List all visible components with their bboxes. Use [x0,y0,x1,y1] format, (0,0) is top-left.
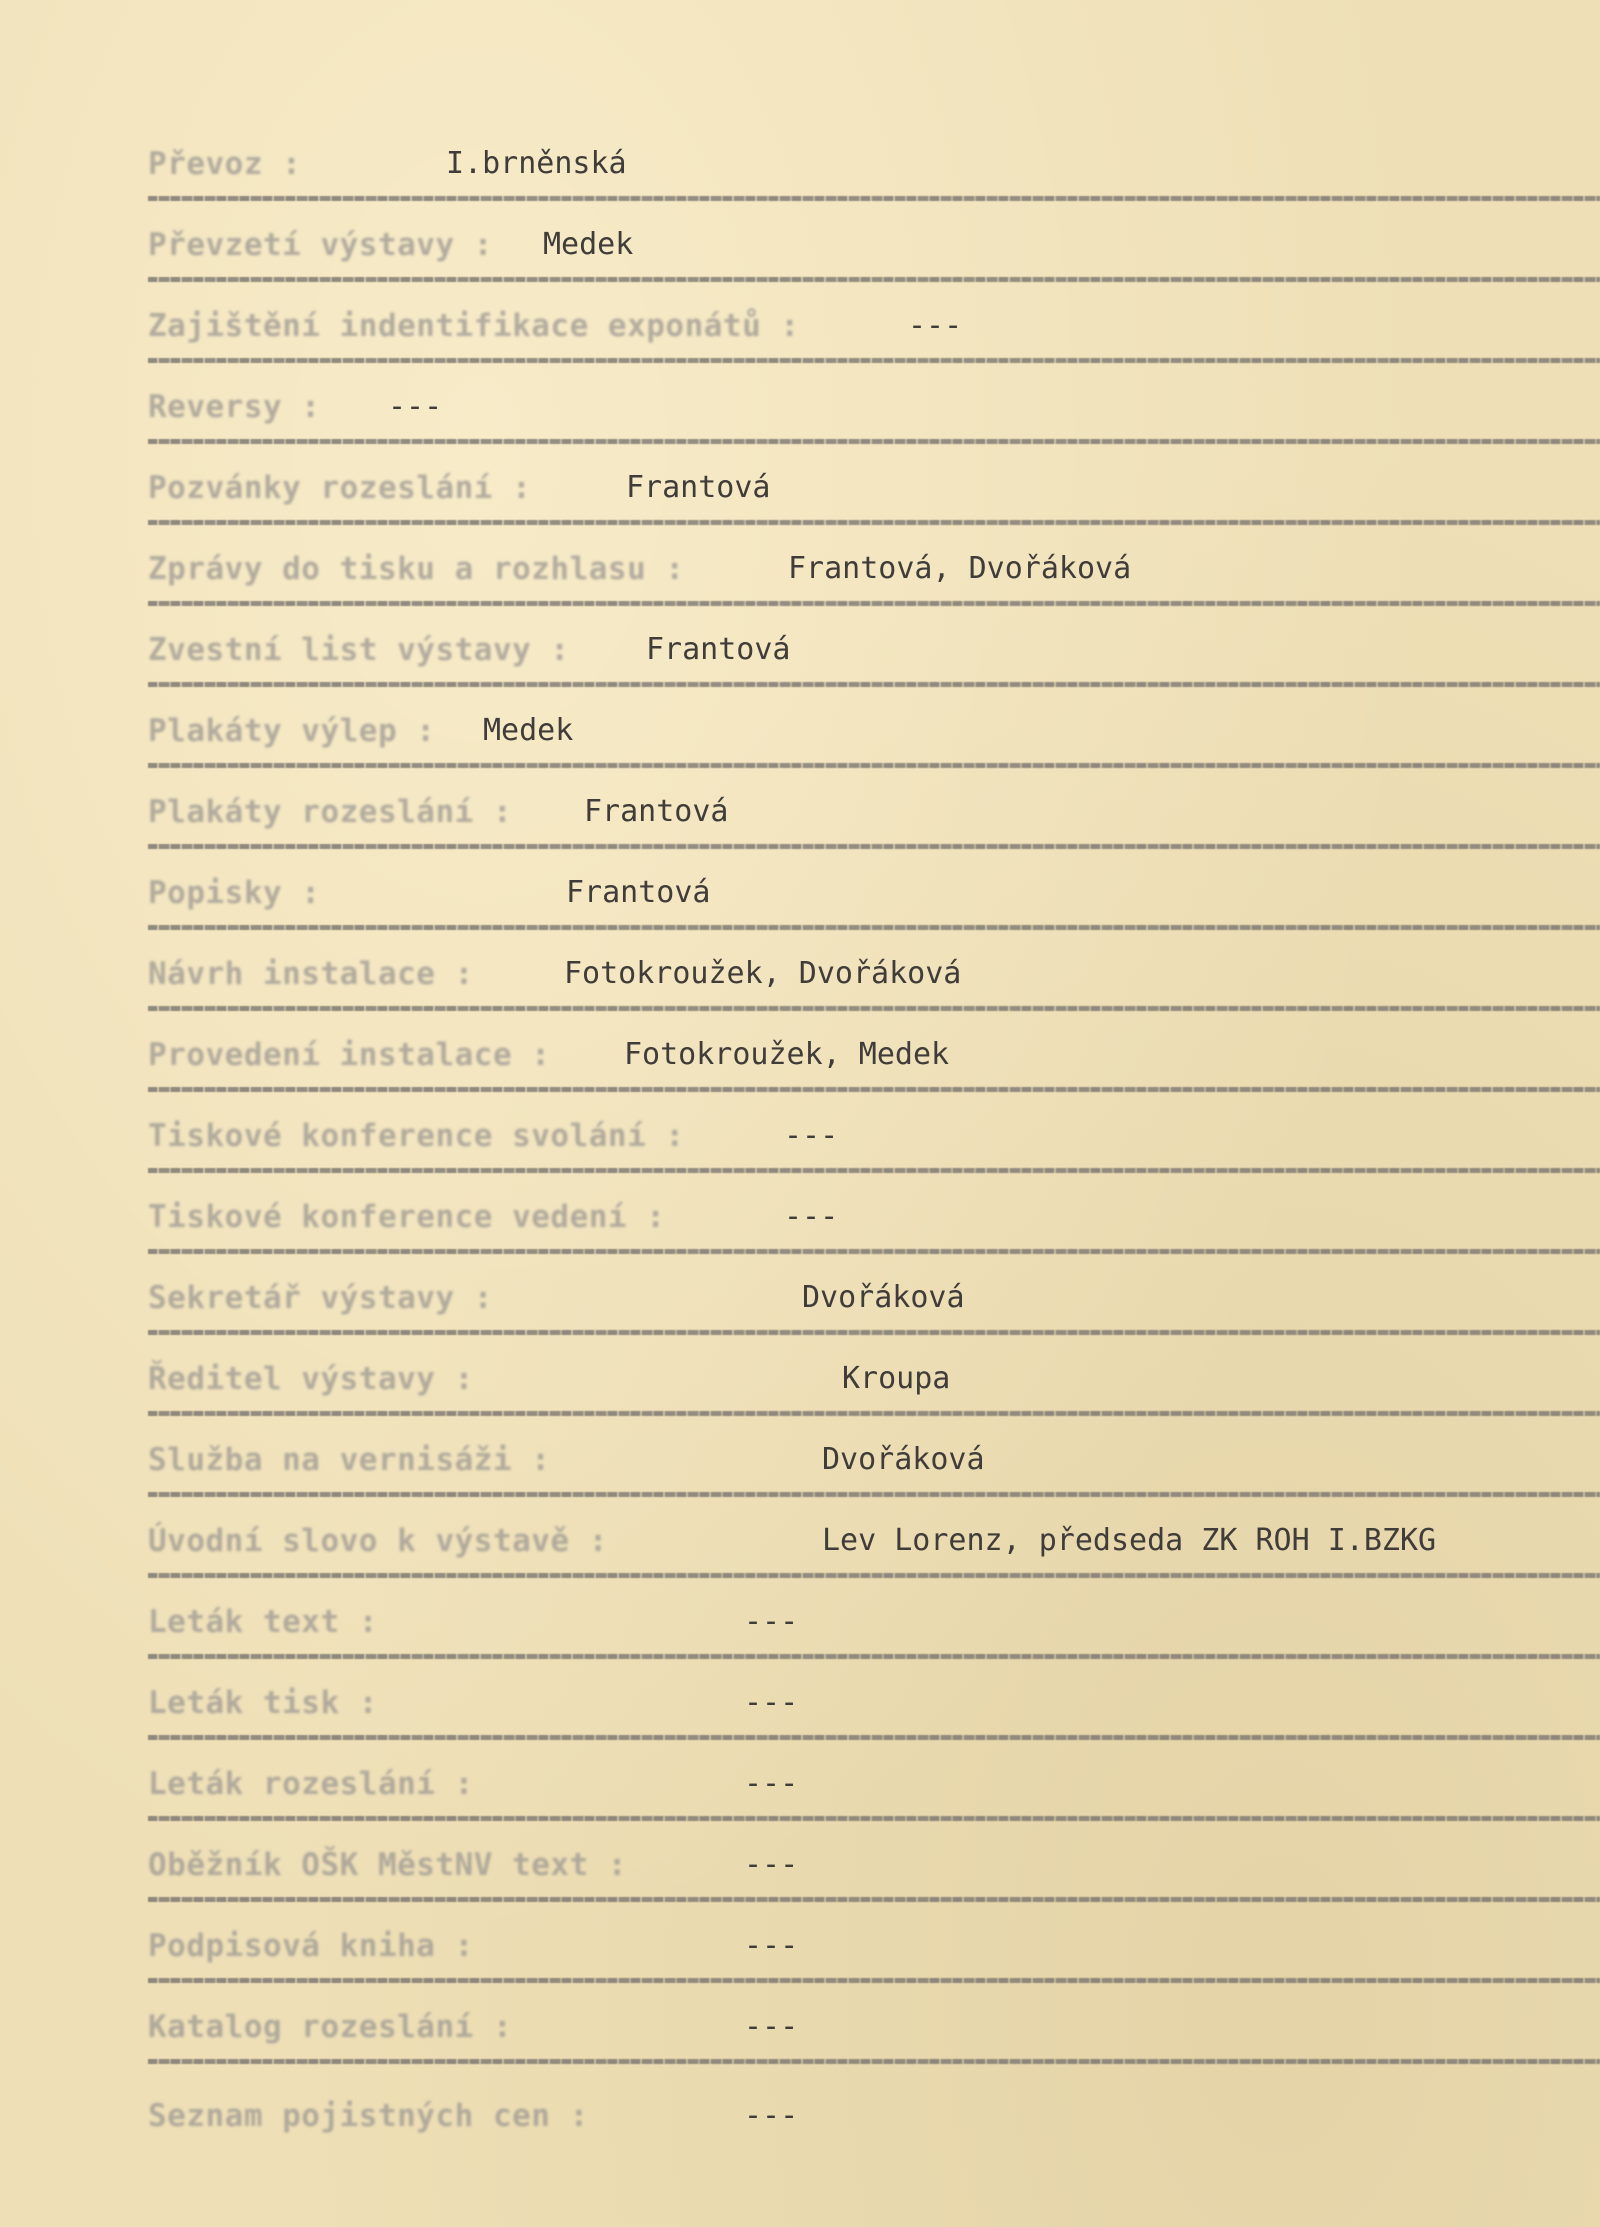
list-item [0,1197,1600,1237]
list-item [0,1602,1600,1642]
divider-line [148,925,1600,930]
list-item [0,1926,1600,1966]
divider-line [148,682,1600,687]
field-value: Medek [543,227,634,262]
divider-line [148,1492,1600,1497]
field-label: Katalog rozeslání : [148,2009,513,2045]
field-value: Medek [483,713,574,748]
field-label: Sekretář výstavy : [148,1280,493,1316]
field-value: --- [744,2098,799,2133]
field-label: Úvodní slovo k výstavě : [148,1523,608,1559]
list-item [0,873,1600,913]
divider-line [148,1978,1600,1983]
list-item [0,144,1600,184]
field-value: Frantová [646,632,791,667]
list-item [0,2007,1600,2047]
divider-line [148,763,1600,768]
list-item [0,1440,1600,1480]
list-item [0,630,1600,670]
field-value: --- [744,1928,799,1963]
field-value: --- [784,1118,839,1153]
field-value: I.brněnská [446,146,627,181]
field-label: Leták rozeslání : [148,1766,474,1802]
list-item [0,1278,1600,1318]
field-label: Seznam pojistných cen : [148,2098,589,2134]
field-value: Dvořáková [802,1280,965,1315]
field-value: Frantová [566,875,711,910]
divider-line [148,601,1600,606]
list-item [0,1359,1600,1399]
divider-line [148,277,1600,282]
field-label: Podpisová kniha : [148,1928,474,1964]
divider-line [148,1735,1600,1740]
field-value: --- [744,1604,799,1639]
divider-line [148,1816,1600,1821]
list-item [0,549,1600,589]
field-label: Leták text : [148,1604,378,1640]
field-value: --- [744,1847,799,1882]
divider-line [148,1330,1600,1335]
field-label: Leták tisk : [148,1685,378,1721]
field-value: --- [908,308,963,343]
field-value: --- [744,1685,799,1720]
field-label: Reversy : [148,389,321,425]
field-value: Fotokroužek, Medek [624,1037,950,1072]
divider-line [148,1897,1600,1902]
field-label: Oběžník OŠK MěstNV text : [148,1847,628,1883]
field-value: Kroupa [842,1361,951,1396]
field-value: Frantová [584,794,729,829]
list-item [0,387,1600,427]
list-item [0,1035,1600,1075]
field-value: --- [744,2009,799,2044]
list-item [0,954,1600,994]
divider-line [148,1411,1600,1416]
field-label: Pozvánky rozeslání : [148,470,532,506]
field-label: Zvestní list výstavy : [148,632,570,668]
field-value: --- [784,1199,839,1234]
field-label: Popisky : [148,875,321,911]
divider-line [148,844,1600,849]
list-item [0,468,1600,508]
field-value: --- [388,389,443,424]
field-label: Návrh instalace : [148,956,474,992]
field-label: Převzetí výstavy : [148,227,493,263]
divider-line [148,358,1600,363]
divider-line [148,1006,1600,1011]
list-item [0,792,1600,832]
list-item [0,1521,1600,1561]
divider-line [148,1249,1600,1254]
list-item [0,1683,1600,1723]
field-value: Frantová [626,470,771,505]
divider-line [148,1654,1600,1659]
field-label: Plakáty výlep : [148,713,436,749]
list-item [0,1116,1600,1156]
list-item [0,306,1600,346]
field-label: Zprávy do tisku a rozhlasu : [148,551,685,587]
list-item [0,2096,1600,2136]
field-label: Ředitel výstavy : [148,1361,474,1397]
field-value: Frantová, Dvořáková [788,551,1132,586]
field-label: Převoz : [148,146,302,182]
divider-line [148,2059,1600,2064]
field-label: Provedení instalace : [148,1037,551,1073]
field-value: Fotokroužek, Dvořáková [564,956,962,991]
divider-line [148,1573,1600,1578]
list-item [0,225,1600,265]
field-label: Tiskové konference vedení : [148,1199,666,1235]
field-value: --- [744,1766,799,1801]
divider-line [148,439,1600,444]
divider-line [148,520,1600,525]
field-label: Zajištění indentifikace exponátů : [148,308,800,344]
field-label: Služba na vernisáži : [148,1442,551,1478]
divider-line [148,1087,1600,1092]
list-item [0,711,1600,751]
field-value: Dvořáková [822,1442,985,1477]
divider-line [148,1168,1600,1173]
list-item [0,1764,1600,1804]
list-item [0,1845,1600,1885]
divider-line [148,196,1600,201]
field-value: Lev Lorenz, předseda ZK ROH I.BZKG [822,1523,1437,1558]
field-label: Plakáty rozeslání : [148,794,513,830]
field-label: Tiskové konference svolání : [148,1118,685,1154]
